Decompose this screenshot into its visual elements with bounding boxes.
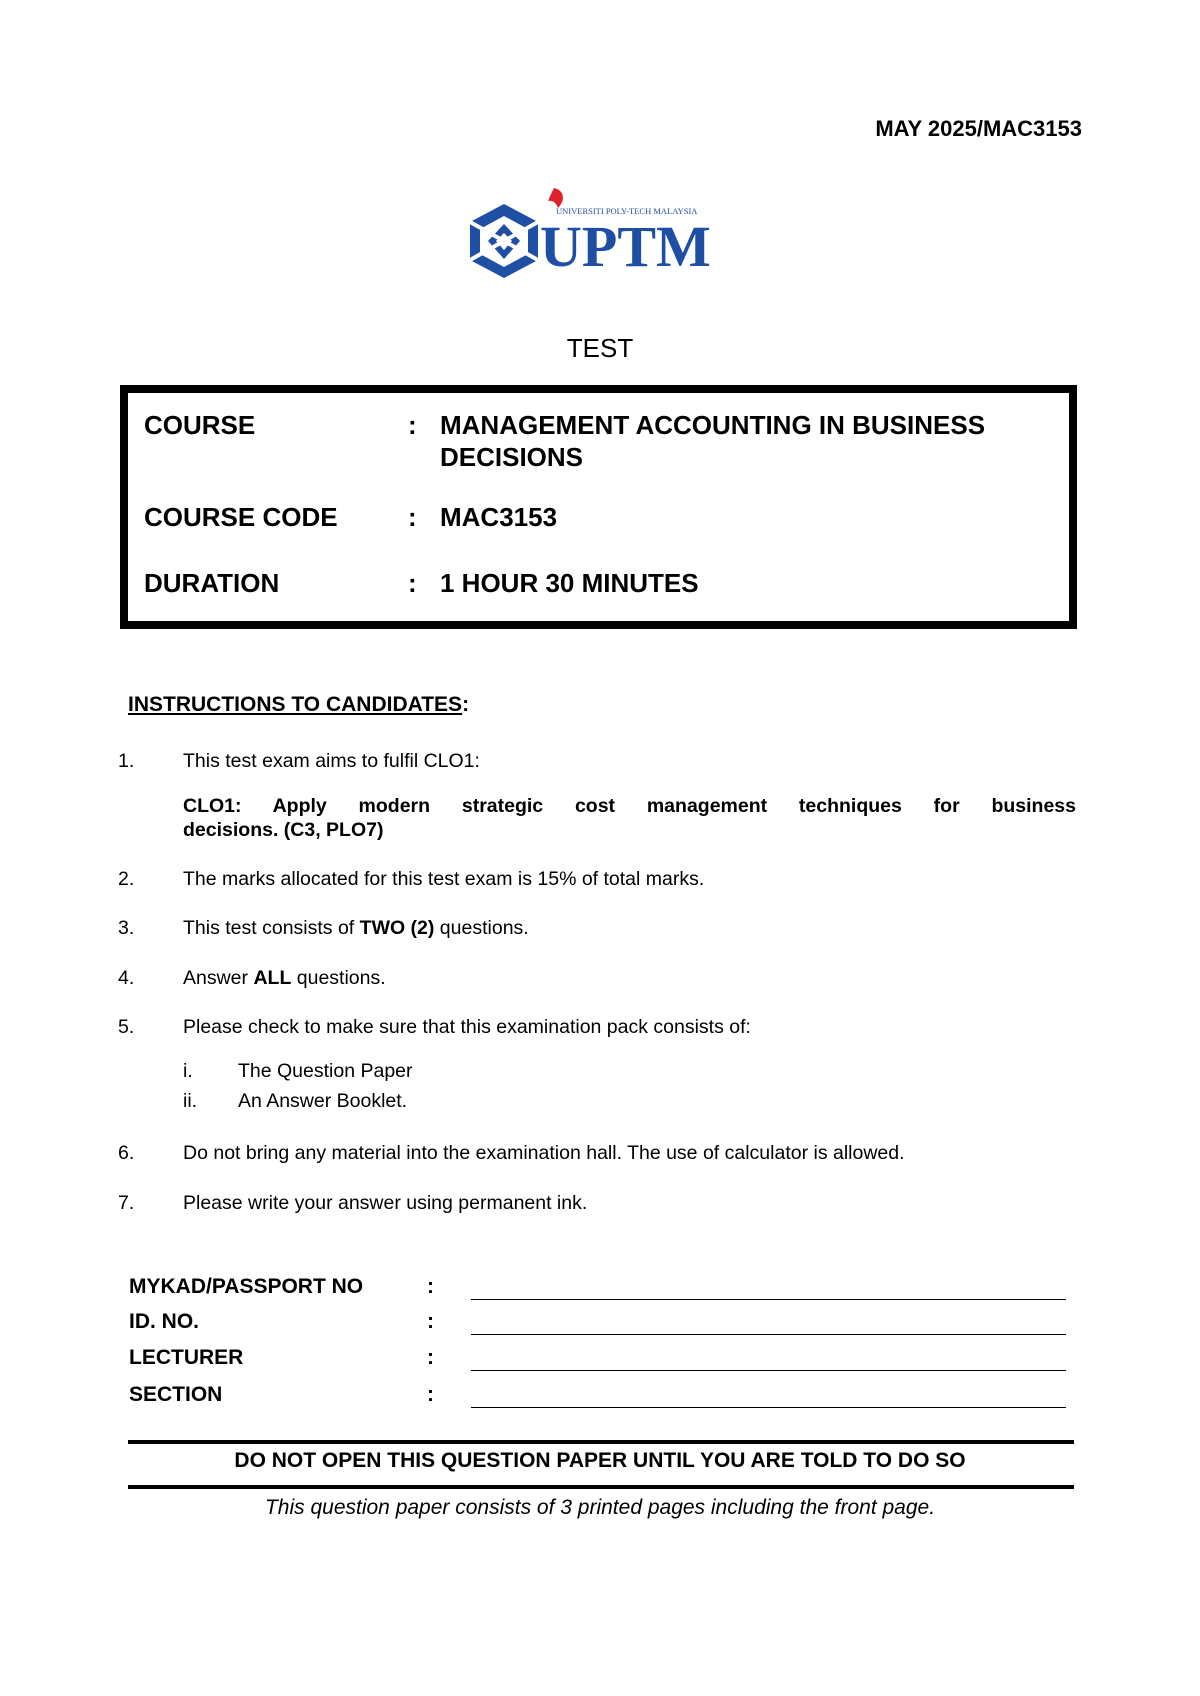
item-number: 7. <box>118 1192 135 1214</box>
lecturer-colon: : <box>427 1346 434 1369</box>
uptm-logo <box>462 184 732 289</box>
mykad-passport-label: MYKAD/PASSPORT NO <box>129 1275 364 1298</box>
instruction-permanent-ink: Please write your answer using permanent ink. <box>183 1192 588 1214</box>
duration-colon: : <box>408 568 417 598</box>
sub-item-number: ii. <box>183 1090 198 1112</box>
instruction-materials: Do not bring any material into the examination hall. The use of calculator is allowed. <box>183 1142 905 1164</box>
lecturer-label: LECTURER <box>129 1346 244 1369</box>
instruction-answer-all: Answer ALL questions. <box>183 967 386 989</box>
course-code-colon: : <box>408 502 417 532</box>
item-number: 4. <box>118 967 135 989</box>
item-number: 3. <box>118 917 135 939</box>
course-colon: : <box>408 410 417 440</box>
course-name-line1: MANAGEMENT ACCOUNTING IN BUSINESS <box>440 410 986 440</box>
course-info-box <box>120 385 1077 629</box>
instruction-marks: The marks allocated for this test exam is 15% of total marks. <box>183 868 705 890</box>
bottom-divider <box>128 1485 1074 1489</box>
clo1-statement-line2: decisions. (C3, PLO7) <box>183 819 384 841</box>
id-no-colon: : <box>427 1310 434 1333</box>
sub-item-number: i. <box>183 1060 193 1082</box>
pack-question-paper: The Question Paper <box>238 1060 413 1082</box>
clo1-statement-line1: CLO1: Apply modern strategic cost management techniques for business <box>183 795 1076 817</box>
instruction-clo-intro: This test exam aims to fulfil CLO1: <box>183 750 480 772</box>
item-number: 2. <box>118 868 135 890</box>
do-not-open-warning: DO NOT OPEN THIS QUESTION PAPER UNTIL YOU ARE TOLD TO DO SO <box>234 1449 966 1472</box>
course-code-value: MAC3153 <box>440 502 558 532</box>
id-no-field[interactable] <box>471 1334 1066 1335</box>
section-field[interactable] <box>471 1407 1066 1408</box>
duration-value: 1 HOUR 30 MINUTES <box>440 568 699 598</box>
mykad-passport-field[interactable] <box>471 1299 1066 1300</box>
item-number: 1. <box>118 750 135 772</box>
course-name-line2: DECISIONS <box>440 442 584 472</box>
lecturer-field[interactable] <box>471 1370 1066 1371</box>
exam-reference: MAY 2025/MAC3153 <box>875 116 1082 141</box>
section-label: SECTION <box>129 1383 223 1406</box>
pack-answer-booklet: An Answer Booklet. <box>238 1090 408 1112</box>
course-code-label: COURSE CODE <box>144 502 338 532</box>
logo-subtitle: UNIVERSITI POLY-TECH MALAYSIA <box>556 206 698 216</box>
id-no-label: ID. NO. <box>129 1310 200 1333</box>
item-number: 5. <box>118 1016 135 1038</box>
item-number: 6. <box>118 1142 135 1164</box>
instruction-question-count: This test consists of TWO (2) questions. <box>183 917 529 939</box>
document-title: TEST <box>566 333 634 363</box>
duration-label: DURATION <box>144 568 280 598</box>
section-colon: : <box>427 1383 434 1406</box>
course-label: COURSE <box>144 410 256 440</box>
mykad-colon: : <box>427 1275 434 1298</box>
instructions-heading: INSTRUCTIONS TO CANDIDATES: <box>128 693 470 716</box>
instruction-exam-pack: Please check to make sure that this examination pack consists of: <box>183 1016 751 1038</box>
page-count-note: This question paper consists of 3 printed pages including the front page. <box>264 1496 936 1519</box>
logo-wordmark: UPTM <box>540 214 711 279</box>
top-divider <box>128 1440 1074 1444</box>
